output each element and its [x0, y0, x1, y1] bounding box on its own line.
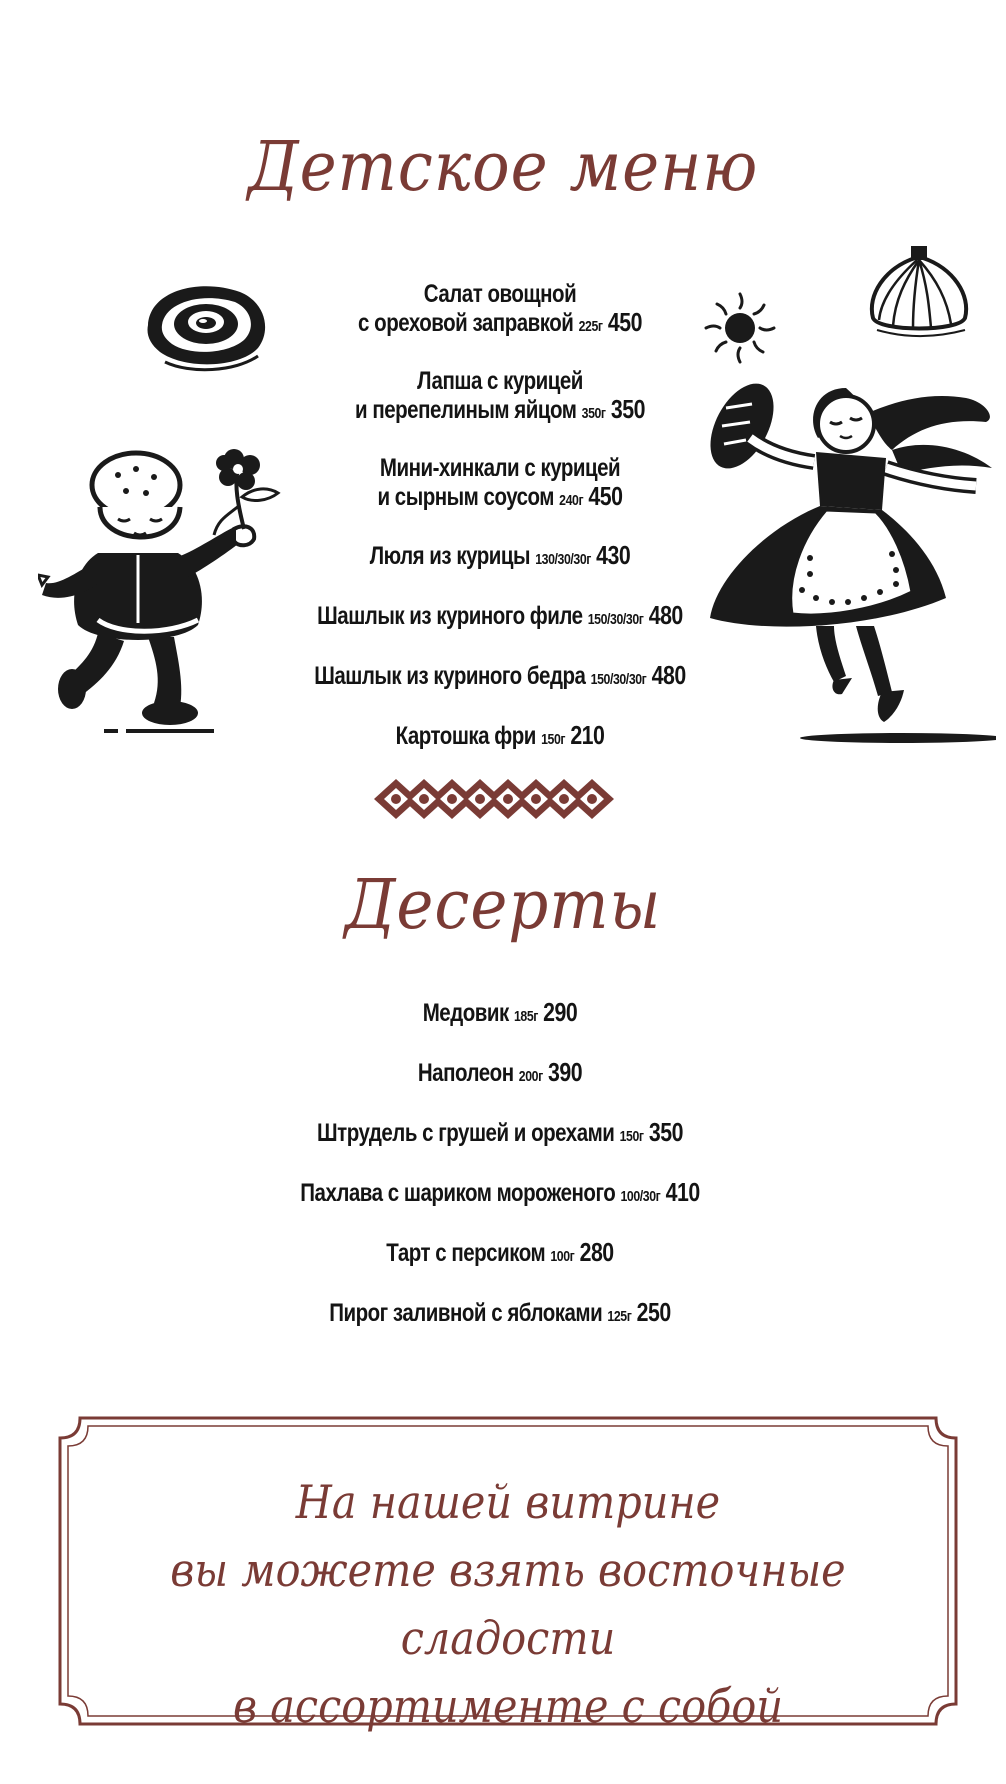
diamond-ornament — [374, 777, 614, 821]
dessert-item: Наполеон 200г 390 — [417, 1057, 583, 1087]
desserts-list — [250, 998, 750, 1358]
note-text — [103, 1468, 913, 1740]
note-line: вы можете взять восточные сладости — [170, 1543, 846, 1665]
dancing-girl-illustration — [706, 378, 996, 750]
khinkali-icon — [865, 240, 973, 340]
kids-menu-list — [250, 280, 750, 781]
note-line: На нашей витрине — [295, 1475, 721, 1529]
menu-item-fries: Картошка фри 150г 210 — [395, 720, 605, 750]
note-line: в ассортименте с собой — [232, 1679, 783, 1733]
menu-item-shashlik-thigh: Шашлык из куриного бедра 150/30/30г 480 — [314, 660, 686, 690]
sun-icon — [700, 288, 780, 368]
menu-item-lyulya: Люля из курицы 130/30/30г 430 — [369, 540, 631, 570]
khachapuri-icon — [140, 270, 275, 380]
dessert-item: Пахлава с шариком мороженого 100/30г 410 — [300, 1177, 700, 1207]
dessert-item: Тарт с персиком 100г 280 — [386, 1237, 614, 1267]
dancing-boy-illustration — [38, 445, 298, 745]
kids-menu-title: Детское меню — [247, 128, 759, 207]
dessert-item: Пирог заливной с яблоками 125г 250 — [329, 1297, 671, 1327]
menu-item-mini-khinkali: Мини-хинкали с курицей и сырным соусом 240г 450 — [377, 454, 623, 511]
menu-item-salad: Салат овощной с ореховой заправкой 225г 450 — [358, 280, 642, 337]
menu-item-noodles: Лапша с курицей и перепелиным яйцом 350г 350 — [355, 367, 645, 424]
desserts-title: Десерты — [344, 866, 662, 945]
dessert-item: Медовик 185г 290 — [422, 997, 578, 1027]
dessert-item: Штрудель с грушей и орехами 150г 350 — [317, 1117, 683, 1147]
menu-item-shashlik-fillet: Шашлык из куриного филе 150/30/30г 480 — [317, 600, 683, 630]
